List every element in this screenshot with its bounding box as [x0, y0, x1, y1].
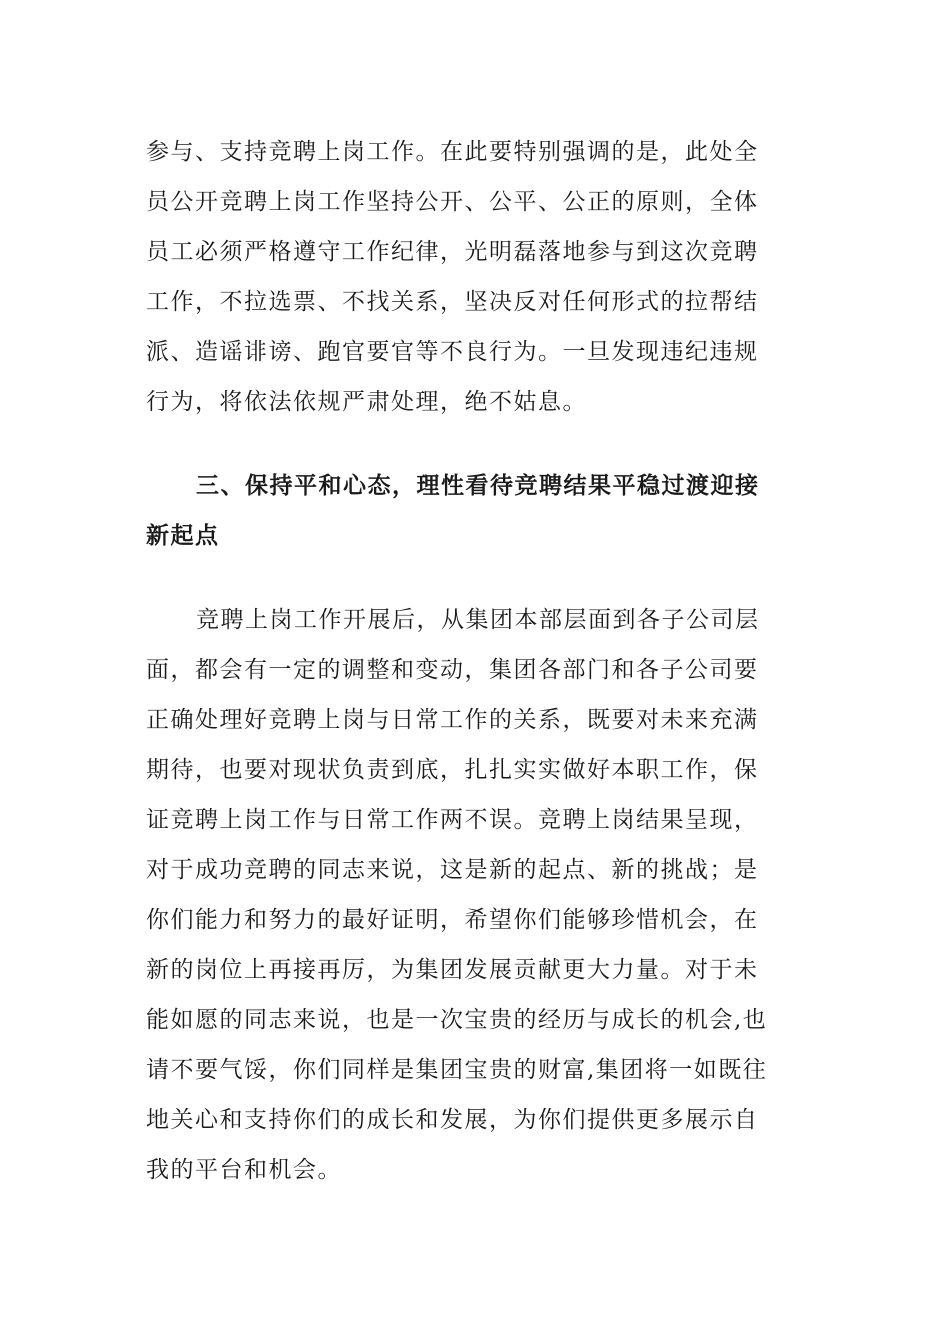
- text-line: 工作，不拉选票、不找关系，坚决反对任何形式的拉帮结: [146, 289, 759, 315]
- text-line: 证竞聘上岗工作与日常工作两不误。竞聘上岗结果呈现，: [146, 807, 759, 833]
- text-line: 对于成功竞聘的同志来说，这是新的起点、新的挑战；是: [146, 857, 759, 883]
- heading-line: 三、保持平和心态，理性看待竞聘结果平稳过渡迎接: [196, 473, 760, 499]
- text-line: 竞聘上岗工作开展后，从集团本部层面到各子公司层: [196, 607, 760, 633]
- text-line: 正确处理好竞聘上岗与日常工作的关系，既要对未来充满: [146, 707, 759, 733]
- text-line: 地关心和支持你们的成长和发展，为你们提供更多展示自: [146, 1107, 759, 1133]
- text-line: 员公开竞聘上岗工作坚持公开、公平、公正的原则，全体: [146, 189, 759, 215]
- text-line: 期待，也要对现状负责到底，扎扎实实做好本职工作，保: [146, 757, 759, 783]
- heading-line: 新起点: [146, 523, 220, 549]
- text-line: 行为，将依法依规严肃处理，绝不姑息。: [146, 389, 587, 415]
- text-line: 请不要气馁，你们同样是集团宝贵的财富,集团将一如既往: [146, 1057, 768, 1083]
- text-line: 新的岗位上再接再厉，为集团发展贡献更大力量。对于未: [146, 957, 759, 983]
- text-line: 面，都会有一定的调整和变动，集团各部门和各子公司要: [146, 657, 759, 683]
- text-line: 员工必须严格遵守工作纪律，光明磊落地参与到这次竞聘: [146, 239, 759, 265]
- text-line: 我的平台和机会。: [146, 1157, 342, 1183]
- text-line: 派、造谣诽谤、跑官要官等不良行为。一旦发现违纪违规: [146, 339, 759, 365]
- text-line: 参与、支持竞聘上岗工作。在此要特别强调的是，此处全: [146, 139, 759, 165]
- text-line: 你们能力和努力的最好证明，希望你们能够珍惜机会，在: [146, 907, 759, 933]
- text-line: 能如愿的同志来说，也是一次宝贵的经历与成长的机会,也: [146, 1007, 768, 1033]
